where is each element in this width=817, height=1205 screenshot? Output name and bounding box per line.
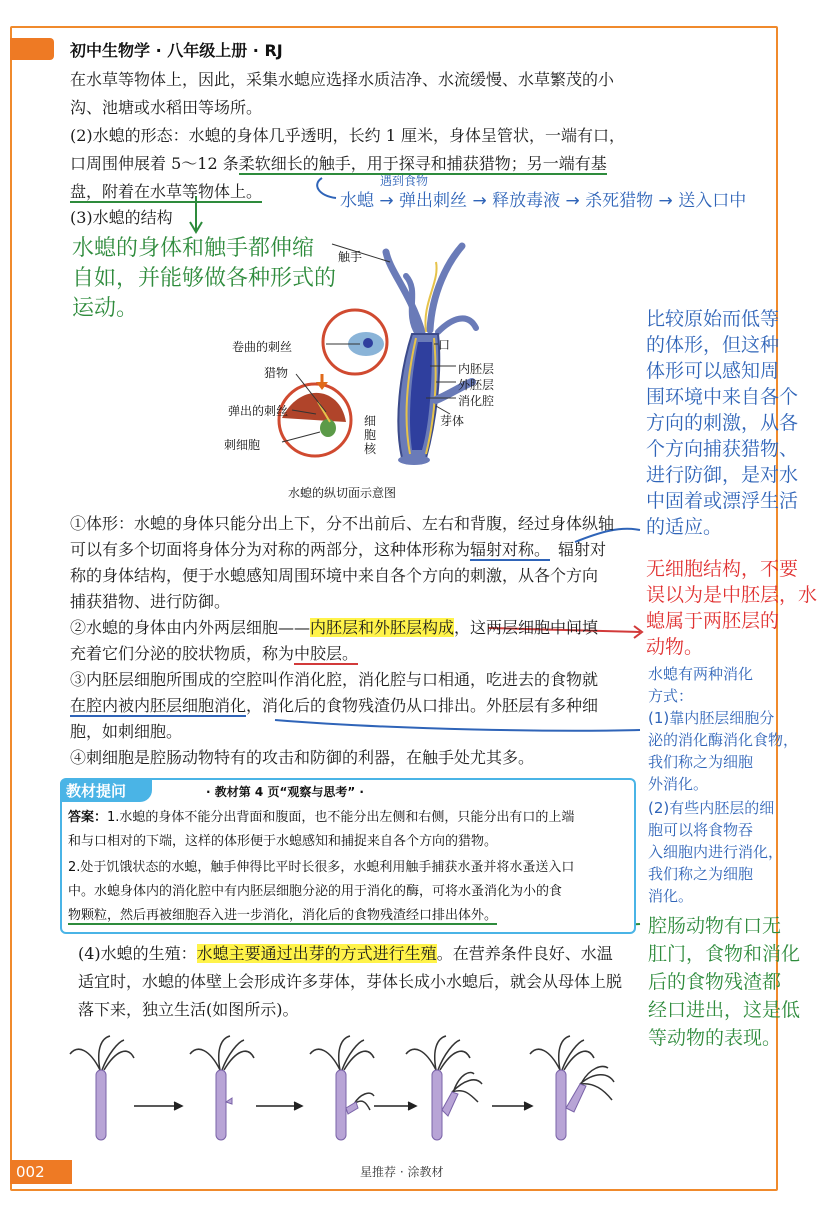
text-segment: 辐射对 <box>558 540 607 559</box>
tip-line <box>68 904 497 928</box>
note-line: 的体形，但这种 <box>646 334 780 356</box>
note-line: 方向的刺激，从各 <box>646 412 799 434</box>
text-line: (2)水螅的形态：水螅的身体几乎透明，长约 1 厘米，身体呈管状，一端有口， <box>70 126 626 145</box>
highlighted-text: 内胚层和外胚层构成 <box>310 618 455 637</box>
note-line: 消化。 <box>648 887 694 905</box>
note-line: 水螅有两种消化 <box>648 665 754 683</box>
text-line: 称的身体结构，便于水螅感知周围环境中来自各个方向的刺激，从各个方向 <box>70 566 599 585</box>
underlined-text: 辐射对称。 <box>470 540 551 559</box>
note-line: 经口进出，这是低 <box>648 999 801 1021</box>
label-nucleus: 细胞核 <box>364 414 377 456</box>
text-line: 落下来，独立生活(如图所示)。 <box>78 1000 299 1019</box>
note-line: (1)靠内胚层细胞分 <box>648 709 775 727</box>
note-line: 体形可以感知周 <box>646 360 780 382</box>
text-segment: 充着它们分泌的胶状物质，称为 <box>70 644 295 663</box>
note-line: 中固着或漂浮生活 <box>646 490 799 512</box>
label-mouth: 口 <box>438 338 451 352</box>
note-line: 动物。 <box>646 636 704 658</box>
label-coiled-thread: 卷曲的刺丝 <box>232 340 293 354</box>
label-prey: 猎物 <box>264 366 289 380</box>
text-line: 胞，如刺细胞。 <box>70 722 183 741</box>
label-digestive-cavity: 消化腔 <box>458 394 495 408</box>
text-segment: 口周围伸展着 5～12 条 <box>70 154 239 173</box>
note-green-line: 运动。 <box>72 296 139 321</box>
note-flow: 水螅 → 弹出刺丝 → 释放毒液 → 杀死猎物 → 送入口中 <box>340 191 747 211</box>
note-green-line: 水螅的身体和触手都伸缩 <box>72 236 315 261</box>
text-segment: (4)水螅的生殖： <box>78 944 197 963</box>
tip-line: 2.处于饥饿状态的水螅，触手伸得比平时长很多，水螅利用触手捕获水蚤并将水蚤送入口 <box>68 860 575 875</box>
underlined-text: 柔软细长的触手，用于探寻和捕获猎物 <box>238 154 511 173</box>
note-line: (2)有些内胚层的细 <box>648 799 775 817</box>
note-line: 外消化。 <box>648 775 709 793</box>
text-segment: ，消化后的食物残渣仍从口排出。外胚层有多种细 <box>246 696 599 715</box>
note-line: 螅属于两胚层的 <box>646 610 780 632</box>
note-line: 无细胞结构，不要 <box>646 558 799 580</box>
text-line <box>70 514 614 534</box>
underlined-text: 盘，附着在水草等物体上。 <box>70 182 263 201</box>
note-line: 我们称之为细胞 <box>648 865 754 883</box>
label-tentacle: 触手 <box>338 250 363 264</box>
note-line: 后的食物残渣都 <box>648 971 782 993</box>
budding-sequence-figure <box>60 1030 640 1148</box>
text-segment: ②水螅的身体由内外两层细胞—— <box>70 618 311 637</box>
tip-line: 中。水螅身体内的消化腔中有内胚层细胞分泌的用于消化的酶，可将水蚤消化为小的食 <box>68 884 563 899</box>
footer-brand: 星推荐 · 涂教材 <box>360 1165 444 1179</box>
figure-caption: 水螅的纵切面示意图 <box>288 486 397 500</box>
highlighted-text: 水螅主要通过出芽的方式进行生殖 <box>196 944 437 963</box>
note-line: 我们称之为细胞 <box>648 753 754 771</box>
answer-label: 答案： <box>68 810 108 825</box>
text-line: ③内胚层细胞所围成的空腔叫作消化腔，消化腔与口相通，吃进去的食物就 <box>70 670 599 689</box>
text-line <box>70 696 598 716</box>
label-cnidocyte: 刺细胞 <box>224 438 261 452</box>
section-heading: (3)水螅的结构 <box>70 208 173 227</box>
note-line: 围环境中来自各个 <box>646 386 799 408</box>
underlined-text: 物颗粒，然后再被细胞吞入进一步消化，消化后的食物残渣经口排出体外。 <box>68 908 498 923</box>
tip-line: 和与口相对的下端，这样的体形便于水螅感知和捕捉来自各个方向的猎物。 <box>68 834 498 849</box>
page-title: 初中生物学 · 八年级上册 · RJ <box>70 41 283 60</box>
text-line <box>70 644 358 664</box>
label-ectoderm: 外胚层 <box>458 378 495 392</box>
label-ejected-thread: 弹出的刺丝 <box>228 404 289 418</box>
text-line: 沟、池塘或水稻田等场所。 <box>70 98 263 117</box>
note-line: 方式： <box>648 687 694 705</box>
text-segment: ；另一端有基 <box>510 154 607 173</box>
note-line: 泌的消化酶消化食物， <box>648 731 799 749</box>
note-line: 肛门，食物和消化 <box>648 943 801 965</box>
note-flow-label: 遇到食物 <box>380 174 429 188</box>
text-line: 适宜时，水螅的体壁上会形成许多芽体，芽体长成小水螅后，就会从母体上脱 <box>78 972 623 991</box>
note-green-line: 自如，并能够做各种形式的 <box>72 266 337 291</box>
note-line: 腔肠动物有口无 <box>648 915 782 937</box>
tip-line <box>68 806 574 830</box>
text-line <box>78 944 613 964</box>
text-line: ④刺细胞是腔肠动物特有的攻击和防御的利器，在触手处尤其多。 <box>70 748 535 767</box>
text-segment: ①体形：水螅的身体只能分出上下，分不出前后、左右和背腹，经过身体纵轴 <box>70 514 615 533</box>
note-line: 入细胞内进行消化， <box>648 843 784 861</box>
note-line: 等动物的表现。 <box>648 1027 782 1049</box>
underlined-text: 中胶层。 <box>294 644 359 663</box>
note-line: 比较原始而低等 <box>646 308 780 330</box>
textbook-question-source: · 教材第 4 页“观察与思考” · <box>206 785 364 799</box>
underlined-text: 在腔内被内胚层细胞消化 <box>70 696 247 715</box>
text-segment: ，这两层细胞中间填 <box>454 618 599 637</box>
label-bud: 芽体 <box>440 414 465 428</box>
text-segment: 1.水螅的身体不能分出背面和腹面，也不能分出左侧和右侧，只能分出有口的上端 <box>107 810 575 825</box>
text-line <box>70 540 606 560</box>
text-segment: 可以有多个切面将身体分为对称的两部分，这种体形称为 <box>70 540 471 559</box>
text-segment: 。在营养条件良好、水温 <box>436 944 613 963</box>
note-line: 胞可以将食物吞 <box>648 821 754 839</box>
note-line: 误以为是中胚层，水 <box>646 584 817 606</box>
text-line <box>70 618 598 638</box>
note-line: 的适应。 <box>646 516 723 538</box>
note-line: 个方向捕获猎物、 <box>646 438 799 460</box>
text-line: 捕获猎物、进行防御。 <box>70 592 231 611</box>
page-number: 002 <box>10 1160 72 1184</box>
label-endoderm: 内胚层 <box>458 362 495 376</box>
note-line: 进行防御，是对水 <box>646 464 799 486</box>
text-line: 在水草等物体上，因此，采集水螅应选择水质洁净、水流缓慢、水草繁茂的小 <box>70 70 615 89</box>
textbook-question-badge: 教材提问 <box>60 780 152 802</box>
